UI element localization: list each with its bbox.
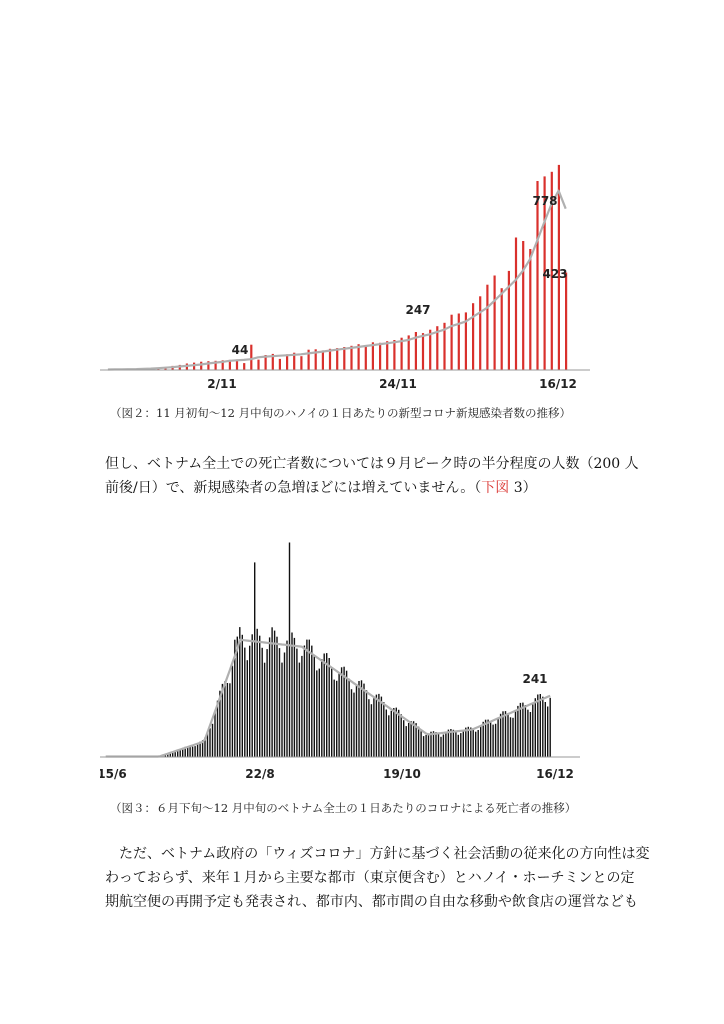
chart-bar (472, 303, 474, 370)
chart-bar (401, 714, 402, 757)
figure2-caption: （図２：11 月初旬〜12 月中旬のハノイの１日あたりの新型コロナ新規感染者数の推移） (110, 406, 572, 420)
chart-bar (257, 629, 258, 757)
chart-bar (408, 723, 409, 757)
chart-bar (324, 654, 325, 758)
chart-bar (343, 667, 344, 757)
chart-bar (458, 735, 459, 757)
chart-bar (540, 694, 541, 757)
chart-bar (413, 721, 414, 757)
chart-bar (470, 728, 471, 758)
chart-bar (271, 627, 272, 757)
chart-bar (429, 330, 431, 370)
figure-reference-link[interactable]: 下図 (481, 480, 510, 496)
paragraph-with-corona (105, 842, 650, 914)
chart-bar (281, 663, 282, 757)
chart-bar (338, 672, 339, 757)
paragraph-line: ただ、ベトナム政府の「ウィズコロナ」方針に基づく社会活動の従来化の方向性は変 (105, 846, 650, 862)
chart-bar (396, 708, 397, 757)
chart-bar (458, 314, 460, 371)
chart-bar (262, 648, 263, 757)
chart-bar (501, 288, 503, 370)
chart-bar (430, 732, 431, 757)
chart-bar (529, 249, 531, 370)
chart-bar (286, 354, 288, 370)
chart-bar (306, 640, 307, 757)
chart-bar (361, 680, 362, 757)
chart-bar (321, 659, 322, 757)
chart-bar (435, 732, 436, 757)
chart-bar (296, 649, 297, 757)
chart-bar (403, 720, 404, 757)
chart-bar (517, 706, 518, 757)
chart-bar (192, 747, 193, 757)
chart-bar (319, 669, 320, 757)
chart-bar (259, 636, 260, 757)
chart-bar (502, 711, 503, 757)
chart-bar (341, 667, 342, 757)
chart-bar (401, 338, 403, 370)
chart-bar (242, 635, 243, 757)
chart-bar (286, 641, 287, 757)
vietnam-deaths-chart-svg (100, 515, 580, 785)
chart-bar (547, 707, 548, 758)
chart-bar (212, 724, 213, 757)
x-tick-label: 2/11 (207, 377, 237, 391)
chart-bar (451, 315, 453, 370)
chart-bar (460, 733, 461, 757)
chart-bar (494, 276, 496, 371)
moving-average-line (108, 191, 566, 370)
chart-bar (483, 722, 484, 757)
chart-bar (490, 721, 491, 757)
chart-bar (252, 634, 253, 757)
chart-bar (243, 363, 245, 370)
chart-bar (291, 633, 292, 758)
chart-bar (358, 681, 359, 757)
chart-bar (465, 728, 466, 757)
chart-bar (478, 730, 479, 757)
chart-bar (232, 666, 233, 757)
chart-bar (530, 712, 531, 757)
chart-bar (368, 699, 369, 757)
paragraph-line: わっておらず、来年１月から主要な都市（東京便含む）とハノイ・ホーチミンとの定 (105, 870, 635, 886)
chart-bar (450, 729, 451, 757)
x-tick-label: 24/11 (379, 377, 417, 391)
chart-bar (224, 681, 225, 757)
chart-bar (209, 728, 210, 757)
chart-bar (522, 241, 524, 370)
chart-bar (314, 657, 315, 758)
chart-bar (406, 726, 407, 757)
chart-bar (376, 695, 377, 757)
chart-bar (468, 727, 469, 757)
chart-bar (536, 181, 538, 370)
chart-bar (492, 725, 493, 757)
chart-bar (197, 744, 198, 757)
chart-bar (247, 660, 248, 757)
chart-bar (443, 735, 444, 758)
chart-bar (311, 646, 312, 757)
chart-bar (393, 708, 394, 757)
chart-bar (391, 711, 392, 757)
chart-bar (480, 725, 481, 757)
chart-bar (512, 718, 513, 757)
chart-bar (343, 347, 345, 370)
figure3-caption: （図３：６月下旬〜12 月中旬のベトナム全土の１日あたりのコロナによる死亡者の推移） (110, 801, 577, 815)
x-tick-label: 16/12 (539, 377, 577, 391)
chart-bar (515, 711, 516, 757)
chart-bar (326, 653, 327, 757)
chart-bar (381, 697, 382, 757)
chart-bar (301, 656, 302, 757)
chart-bar (365, 345, 367, 370)
x-tick-label: 15/6 (100, 767, 127, 781)
chart-bar (440, 737, 441, 757)
chart-bar (309, 640, 310, 757)
chart-bar (316, 670, 317, 757)
chart-bar (423, 736, 424, 757)
paragraph-line: 期航空便の再開予定も発表され、都市内、都市間の自由な移動や飲食店の運営なども (105, 894, 638, 910)
chart-bar (545, 702, 546, 757)
chart-bar (550, 698, 551, 757)
chart-bar (448, 730, 449, 757)
paragraph-text: 3） (509, 480, 537, 496)
chart-bar (346, 671, 347, 757)
chart-bar (304, 646, 305, 758)
data-label: 778 (532, 194, 558, 208)
chart-bar (515, 238, 517, 371)
paragraph-text: 前後/日）で、新規感染者の急増ほどには増えていません。（ (105, 480, 482, 496)
chart-bar (532, 704, 533, 757)
chart-bar (398, 710, 399, 757)
chart-bar (453, 730, 454, 757)
chart-bar (336, 681, 337, 757)
chart-bar (522, 703, 523, 757)
chart-bar (463, 730, 464, 757)
chart-bar (350, 346, 352, 370)
chart-bar (455, 732, 456, 757)
chart-bar (428, 733, 429, 757)
chart-bar (495, 724, 496, 757)
chart-bar (542, 697, 543, 757)
chart-bar (264, 663, 265, 757)
paragraph-deaths (105, 452, 639, 500)
chart-bar (353, 693, 354, 757)
chart-bar (250, 345, 252, 370)
chart-bar (420, 731, 421, 757)
paragraph-line: 但し、ベトナム全土での死亡者数については９月ピーク時の半分程度の人数（200 人 (105, 456, 639, 472)
chart-bar (175, 752, 176, 757)
chart-bar (527, 710, 528, 757)
chart-bar (229, 683, 230, 757)
chart-bar (329, 349, 331, 370)
chart-bar (366, 690, 367, 757)
chart-bar (299, 663, 300, 757)
chart-bar (379, 343, 381, 370)
chart-bar (257, 360, 259, 370)
chart-bar (356, 685, 357, 757)
chart-bar (386, 341, 388, 370)
chart-bar (535, 698, 536, 757)
chart-bar (294, 638, 295, 757)
chart-bar (418, 727, 419, 757)
chart-bar (276, 637, 277, 757)
chart-bar (237, 637, 238, 757)
hanoi-cases-chart-svg (100, 150, 590, 395)
chart-bar (239, 627, 240, 757)
chart-bar (331, 667, 332, 757)
chart-bar (486, 285, 488, 370)
chart-bar (227, 683, 228, 757)
chart-bar (177, 751, 178, 757)
chart-bar (214, 712, 215, 757)
chart-bar (269, 637, 270, 757)
chart-bar (388, 715, 389, 757)
chart-bar (475, 732, 476, 757)
chart-bar (249, 646, 250, 757)
chart-bar (386, 710, 387, 758)
chart-bar (200, 362, 202, 370)
paragraph-line (105, 476, 625, 500)
chart-bar (300, 356, 302, 370)
data-label: 241 (522, 672, 548, 686)
vietnam-deaths-chart (100, 515, 580, 785)
x-tick-label: 22/8 (245, 767, 275, 781)
hanoi-cases-chart (100, 150, 590, 395)
chart-bar (520, 703, 521, 757)
chart-bar (334, 680, 335, 757)
chart-bar (363, 684, 364, 757)
chart-bar (279, 359, 281, 370)
chart-bar (473, 729, 474, 757)
chart-bar (329, 658, 330, 757)
chart-bar (351, 689, 352, 757)
chart-bar (438, 734, 439, 757)
chart-bar (373, 698, 374, 757)
chart-bar (289, 543, 290, 758)
chart-bar (372, 342, 374, 370)
chart-bar (348, 679, 349, 757)
chart-bar (537, 695, 538, 758)
chart-bar (497, 718, 498, 757)
chart-bar (485, 720, 486, 757)
chart-bar (194, 746, 195, 757)
chart-bar (274, 631, 275, 757)
chart-bar (422, 333, 424, 370)
chart-bar (507, 713, 508, 757)
chart-bar (410, 721, 411, 757)
chart-bar (266, 649, 267, 757)
chart-bar (336, 348, 338, 370)
chart-bar (254, 562, 255, 757)
chart-bar (284, 653, 285, 758)
chart-bar (383, 702, 384, 757)
chart-bar (445, 732, 446, 757)
chart-bar (393, 340, 395, 370)
chart-bar (189, 746, 190, 757)
chart-bar (244, 648, 245, 757)
data-label: 423 (542, 267, 568, 281)
chart-bar (279, 648, 280, 757)
chart-bar (378, 694, 379, 757)
data-label: 247 (405, 303, 431, 317)
chart-bar (479, 296, 481, 370)
chart-bar (425, 735, 426, 757)
chart-bar (565, 273, 567, 371)
x-tick-label: 16/12 (536, 767, 574, 781)
chart-bar (433, 731, 434, 757)
x-tick-label: 19/10 (383, 767, 421, 781)
chart-bar (322, 350, 324, 370)
chart-bar (487, 720, 488, 757)
chart-bar (525, 705, 526, 757)
data-label: 44 (231, 343, 249, 357)
chart-bar (510, 717, 511, 757)
chart-bar (505, 711, 506, 757)
chart-bar (371, 704, 372, 757)
chart-bar (500, 714, 501, 757)
